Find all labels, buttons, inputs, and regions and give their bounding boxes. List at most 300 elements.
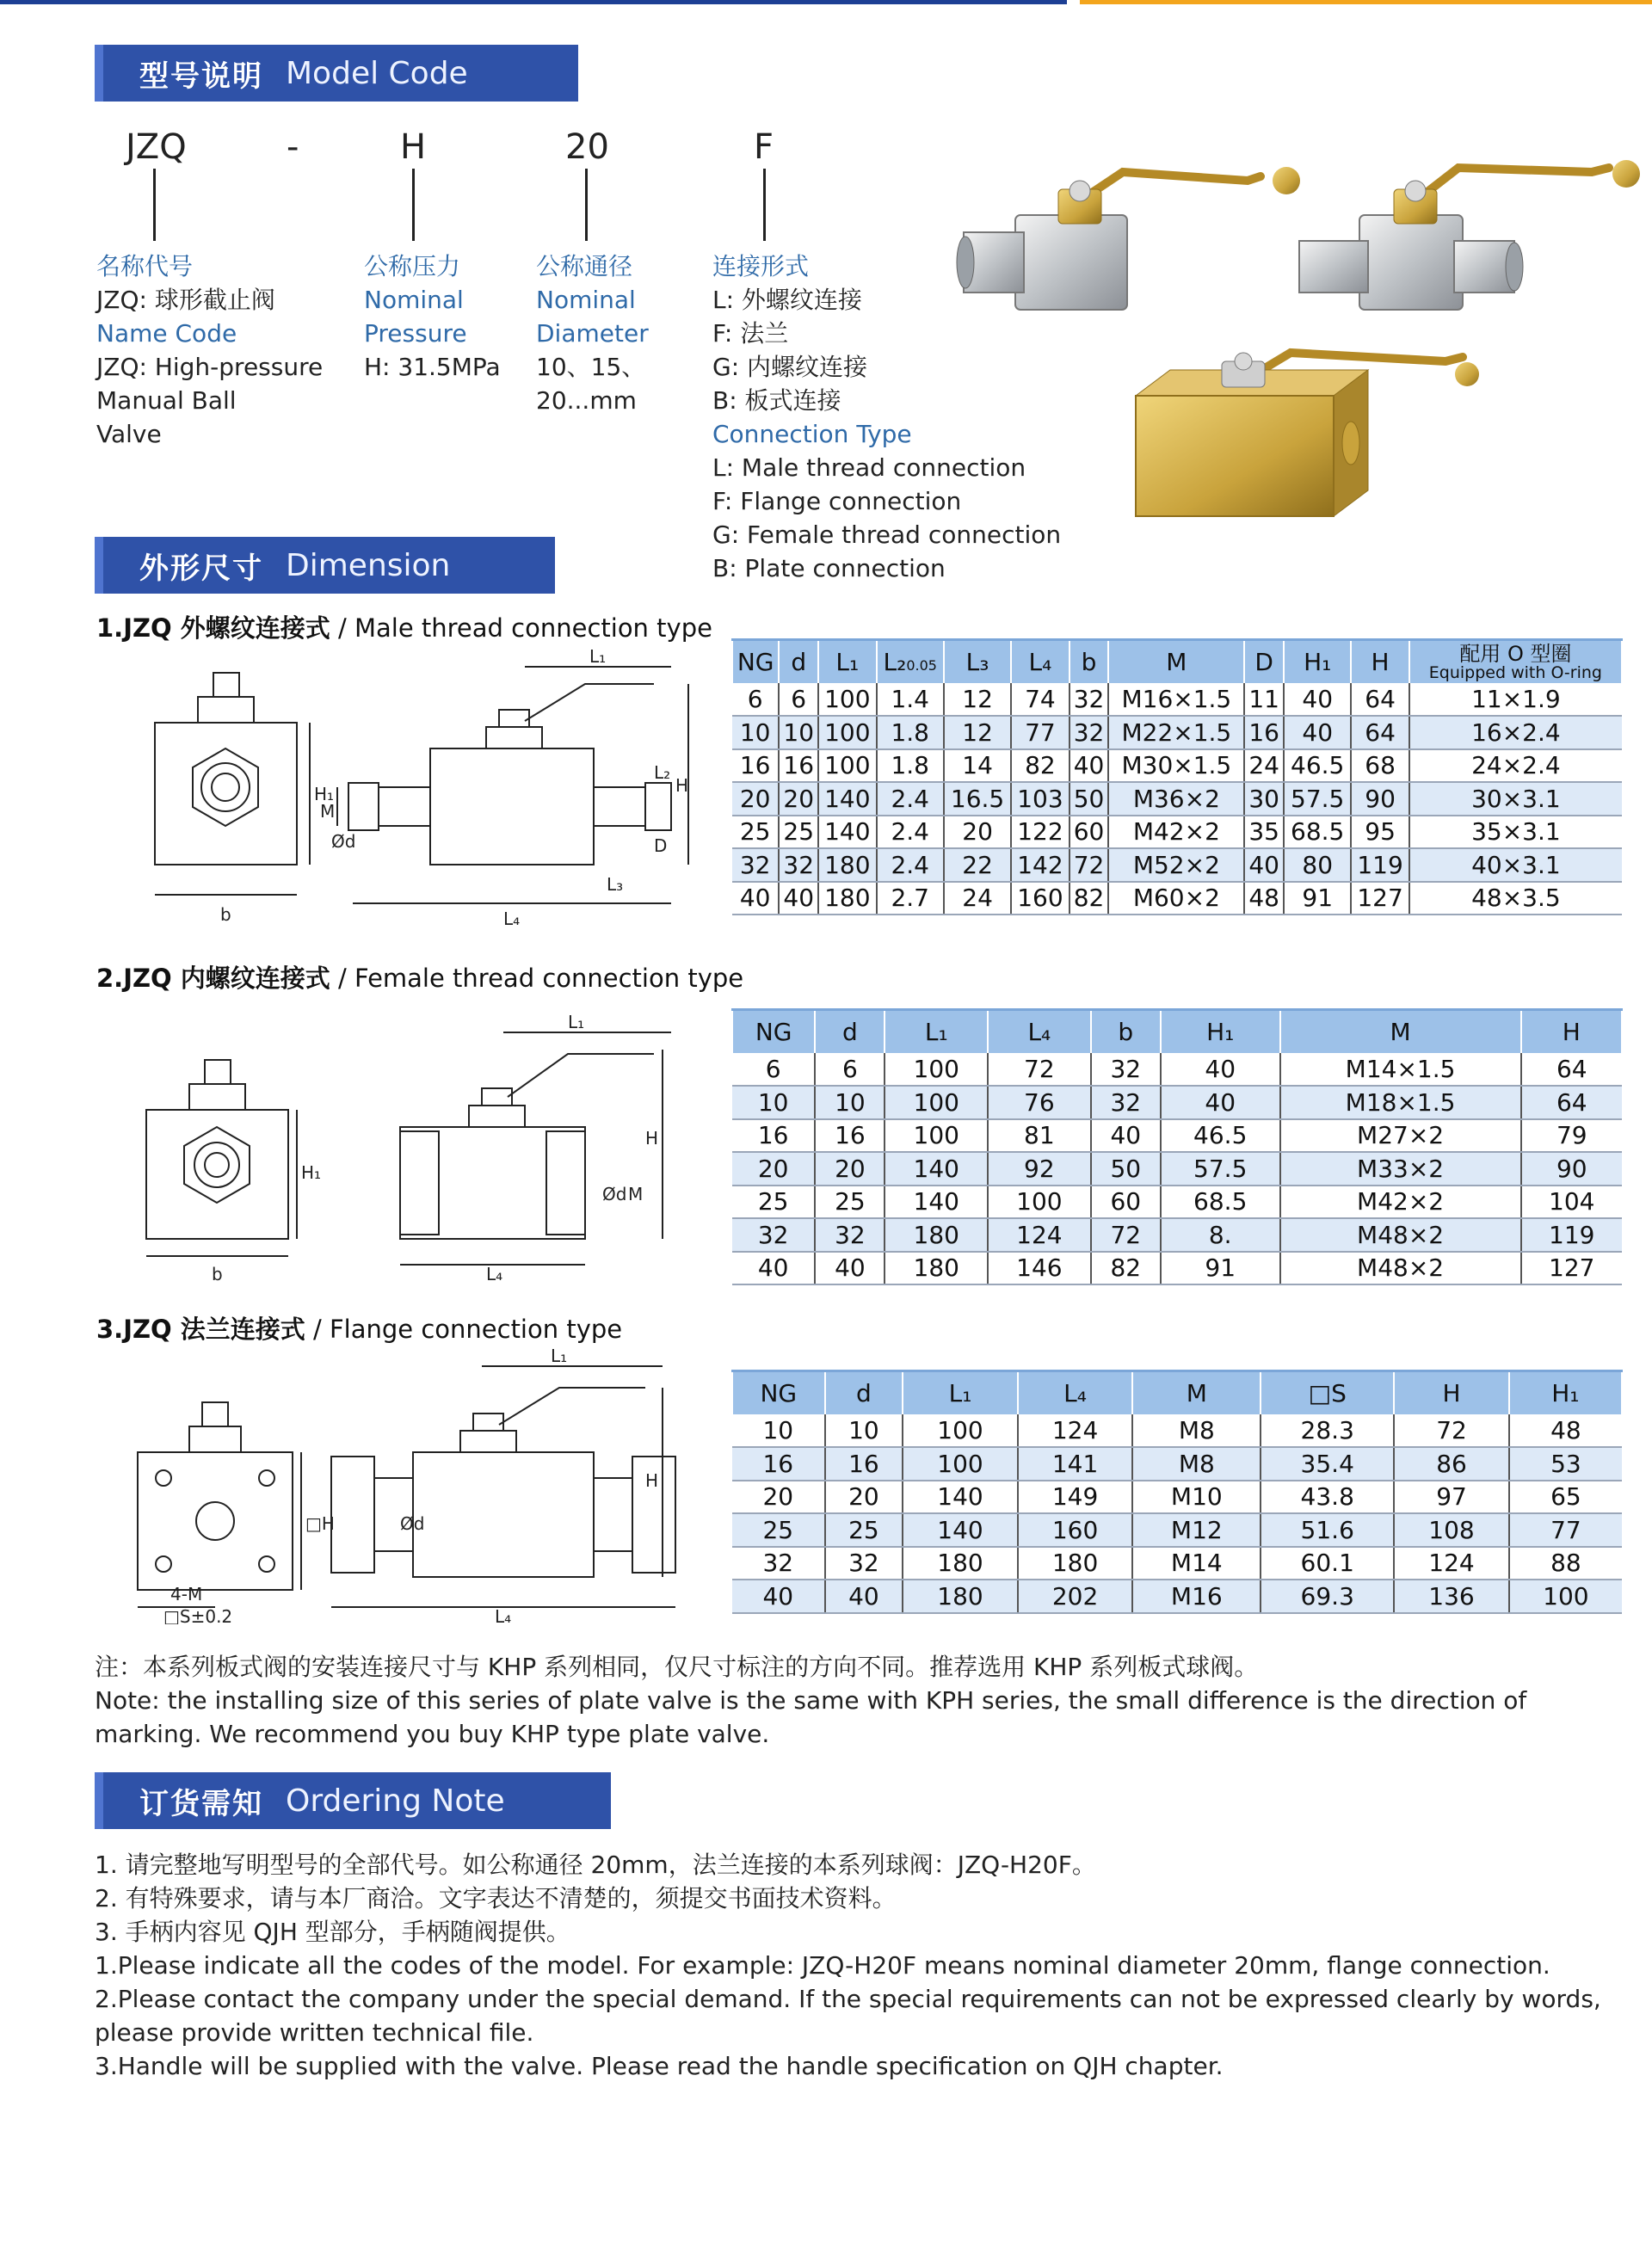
table-cell: 40 [1069,749,1109,783]
dim-label: H₁ [314,784,335,804]
table-cell: 40 [1161,1086,1280,1119]
dim-label: M [320,801,336,822]
table-cell: 40 [1161,1053,1280,1087]
table-cell: 51.6 [1261,1513,1394,1547]
dim-label: L₄ [495,1606,512,1624]
table-cell: 77 [1509,1513,1622,1547]
table-cell: 40 [1091,1119,1161,1153]
table-cell: 24 [944,882,1011,915]
table-cell: 60 [1069,816,1109,849]
dim-label: 4-M [170,1584,203,1605]
dim-label: H [645,1128,659,1149]
table-row [732,749,1622,783]
table-cell: 40 [1284,716,1351,749]
table-cell: 6 [815,1053,885,1087]
table-cell: M33×2 [1280,1152,1521,1186]
table-cell: 20 [732,782,779,816]
table-row [732,1086,1622,1119]
table-cell: 25 [732,816,779,849]
table-cell: 43.8 [1261,1481,1394,1514]
table-cell: 1.8 [877,716,944,749]
table-cell: 32 [779,848,818,882]
table-cell: 82 [1069,882,1109,915]
table-cell: 50 [1069,782,1109,816]
table-cell: 127 [1351,882,1409,915]
table-cell: 100 [818,749,876,783]
table-cell: M10 [1132,1481,1261,1514]
table-cell: 72 [988,1053,1091,1087]
table-header-cell: H₁ [1509,1371,1622,1414]
table-cell: M52×2 [1108,848,1244,882]
table-row [732,882,1622,915]
table-cell: 10 [732,716,779,749]
section-title-cn: 订货需知 [139,1786,263,1821]
table-cell: 25 [732,1513,825,1547]
table-cell: 10 [732,1414,825,1448]
table-cell: 79 [1521,1119,1622,1153]
table-header-cell: L₄ [1011,640,1069,683]
valve-photo-plate [1119,344,1480,533]
dim-label: L₁ [568,1012,585,1032]
table-cell: 64 [1351,716,1409,749]
table-cell: 8. [1161,1218,1280,1252]
table-body [732,1053,1622,1285]
table-header-cell: NG [732,640,779,683]
dim-label: □H [305,1513,335,1534]
table-cell: 202 [1018,1580,1133,1613]
table-cell: 16 [732,1447,825,1481]
table-cell: M14×1.5 [1280,1053,1521,1087]
dim-label: L₄ [503,909,521,929]
table-cell: 11×1.9 [1409,683,1622,717]
table-cell: M18×1.5 [1280,1086,1521,1119]
table-cell: 77 [1011,716,1069,749]
dim-label: Ød [331,831,356,852]
table-header-cell: d [815,1010,885,1053]
code-leader-line [585,169,588,241]
code-leader-line [412,169,415,241]
table-cell: 108 [1394,1513,1509,1547]
table-cell: 140 [885,1152,988,1186]
ordering-item: 1.Please indicate all the codes of the model. For example: JZQ-H20F means nominal diameter 20mm, flange connection. [95,1951,1550,1980]
table-cell: 64 [1521,1086,1622,1119]
table-cell: 46.5 [1161,1119,1280,1153]
table-cell: 32 [732,1547,825,1580]
table-cell: 48 [1244,882,1284,915]
subtitle-en: / Male thread connection type [330,613,712,643]
table-row [732,1186,1622,1219]
table-cell: 64 [1521,1053,1622,1087]
table-header-cell: 配用 O 型圈 Equipped with O-ring [1409,640,1622,683]
dim-label: b [212,1264,223,1282]
table-cell: 16 [732,749,779,783]
table-cell: 88 [1509,1547,1622,1580]
table-cell: 32 [732,848,779,882]
table-row [732,848,1622,882]
table-cell: M8 [1132,1447,1261,1481]
table-cell: M16 [1132,1580,1261,1613]
table-cell: 95 [1351,816,1409,849]
table-header-cell: NG [732,1010,815,1053]
ordering-item: 1. 请完整地写明型号的全部代号。如公称通径 20mm，法兰连接的本系列球阀：JZQ-H20F。 [95,1851,1096,1879]
table-header-cell: □S [1261,1371,1394,1414]
name-code-line: Valve [96,420,162,448]
table-cell: 16 [779,749,818,783]
connection-option: B: Plate connection [712,554,946,582]
dim-label: Ød [400,1513,425,1534]
table-cell: 57.5 [1284,782,1351,816]
table-cell: 20 [944,816,1011,849]
table-row [732,1152,1622,1186]
table-cell: M48×2 [1280,1218,1521,1252]
note-block [95,1650,1622,1751]
table-cell: 64 [1351,683,1409,717]
table-cell: 86 [1394,1447,1509,1481]
table-cell: 103 [1011,782,1069,816]
table-cell: 72 [1091,1218,1161,1252]
table-cell: 72 [1394,1414,1509,1448]
table-cell: 100 [885,1086,988,1119]
connection-title-en: Connection Type [712,420,912,448]
table-body [732,1414,1622,1613]
table-cell: 40 [815,1252,885,1285]
table-cell: 40 [732,1580,825,1613]
dim-label: Ød [602,1184,627,1204]
note-en: Note: the installing size of this series of plate valve is the same with KPH series, the small difference is the direction of marking. We recommend you buy KHP type plate valve. [95,1686,1527,1748]
dim-label: H [645,1470,659,1491]
table-header-cell: L₁ [885,1010,988,1053]
diameter-value: 10、15、 [536,353,646,381]
table-cell: 1.4 [877,683,944,717]
table-header-cell: L₄ [1018,1371,1133,1414]
section-header-model-code [95,45,578,102]
dim-label: H [675,775,689,796]
ordering-item: 3.Handle will be supplied with the valve. Please read the handle specification on QJH chapter. [95,2052,1224,2080]
table-cell: 50 [1091,1152,1161,1186]
connection-option: B: 板式连接 [712,386,841,415]
dim-label: L₄ [486,1264,503,1282]
subtitle-flange [96,1310,622,1346]
table-cell: 82 [1091,1252,1161,1285]
table-cell: 124 [1018,1414,1133,1448]
table-cell: 6 [732,683,779,717]
table-cell: 35×3.1 [1409,816,1622,849]
dim-label: L₁ [551,1349,568,1366]
table-row [732,1481,1622,1514]
section-header-ordering [95,1772,611,1829]
table-cell: 22 [944,848,1011,882]
table-cell: 76 [988,1086,1091,1119]
subtitle-en: / Female thread connection type [330,964,744,993]
pressure-title-en: Pressure [364,319,467,348]
table-header-cell: L₄ [988,1010,1091,1053]
table-cell: 2.7 [877,882,944,915]
table-cell: 25 [815,1186,885,1219]
table-cell: 69.3 [1261,1580,1394,1613]
table-cell: 180 [885,1252,988,1285]
table-cell: 104 [1521,1186,1622,1219]
subtitle-female-thread [96,959,743,995]
dim-label: □S±0.2 [163,1606,233,1624]
table-header-cell: L₁ [818,640,876,683]
table-cell: M36×2 [1108,782,1244,816]
section-title-en: Ordering Note [286,1783,505,1819]
table-cell: 32 [815,1218,885,1252]
table-cell: 60 [1091,1186,1161,1219]
table-cell: M60×2 [1108,882,1244,915]
table-cell: M14 [1132,1547,1261,1580]
table-cell: 30×3.1 [1409,782,1622,816]
table-cell: 10 [825,1414,903,1448]
dim-label: b [220,904,231,925]
table-cell: 100 [903,1414,1018,1448]
table-header-cell: D [1244,640,1284,683]
table-cell: 180 [903,1547,1018,1580]
table-header-cell: d [825,1371,903,1414]
name-code-title-en: Name Code [96,319,237,348]
table-cell: 140 [818,782,876,816]
table-cell: 146 [988,1252,1091,1285]
table-cell: M42×2 [1280,1186,1521,1219]
table-header-cell: L₃ [944,640,1011,683]
table-cell: 32 [732,1218,815,1252]
table-cell: 40 [1284,683,1351,717]
table-body [732,683,1622,915]
table-row [732,1447,1622,1481]
table-cell: 68.5 [1284,816,1351,849]
table-cell: 91 [1284,882,1351,915]
table-cell: 14 [944,749,1011,783]
table-cell: 12 [944,716,1011,749]
table-cell: 100 [885,1053,988,1087]
table-cell: 180 [1018,1547,1133,1580]
table-cell: 140 [885,1186,988,1219]
connection-title-cn: 连接形式 [712,252,810,280]
table-cell: 20 [815,1152,885,1186]
table-cell: 24×2.4 [1409,749,1622,783]
table-cell: 82 [1011,749,1069,783]
table-row [732,1119,1622,1153]
diameter-description [536,249,649,417]
pressure-description [364,249,501,384]
table-cell: 16 [825,1447,903,1481]
table-cell: 40 [779,882,818,915]
table-cell: 10 [815,1086,885,1119]
table-cell: 180 [903,1580,1018,1613]
table-header-cell: b [1091,1010,1161,1053]
table-cell: M30×1.5 [1108,749,1244,783]
ordering-item: 2. 有特殊要求，请与本厂商洽。文字表达不清楚的，须提交书面技术资料。 [95,1884,897,1912]
table-row [732,1513,1622,1547]
table-header-cell: NG [732,1371,825,1414]
table-row [732,816,1622,849]
table-cell: 40 [825,1580,903,1613]
table-cell: 90 [1521,1152,1622,1186]
table-cell: 32 [1069,683,1109,717]
table-row [732,1218,1622,1252]
table-cell: 40 [732,882,779,915]
table-cell: 35.4 [1261,1447,1394,1481]
table-cell: 100 [818,683,876,717]
table-cell: 124 [1394,1547,1509,1580]
table-header-cell: d [779,640,818,683]
drawing-flange [129,1349,697,1624]
table-cell: 122 [1011,816,1069,849]
table-row [732,1053,1622,1087]
table-cell: 25 [825,1513,903,1547]
code-part-diameter: 20 [565,127,609,167]
table-cell: 20 [732,1152,815,1186]
table-cell: 2.4 [877,848,944,882]
code-part-name: JZQ [126,127,187,167]
table-header-cell: L₁ [903,1371,1018,1414]
subtitle-cn: 2.JZQ 内螺纹连接式 [96,964,330,993]
table-cell: 10 [732,1086,815,1119]
name-code-line: Manual Ball [96,386,237,415]
table-female-thread [731,1008,1623,1285]
code-part-connection: F [754,127,774,167]
code-leader-line [763,169,766,241]
table-cell: 119 [1521,1218,1622,1252]
table-cell: 91 [1161,1252,1280,1285]
table-cell: 12 [944,683,1011,717]
table-cell: 100 [988,1186,1091,1219]
table-cell: 2.4 [877,782,944,816]
pressure-value: H: 31.5MPa [364,353,501,381]
table-cell: 100 [1509,1580,1622,1613]
table-cell: 127 [1521,1252,1622,1285]
valve-photo-female-thread [1282,146,1643,327]
table-cell: 40 [1244,848,1284,882]
table-cell: 68.5 [1161,1186,1280,1219]
table-row [732,1547,1622,1580]
table-cell: 32 [1069,716,1109,749]
dim-label: H₁ [301,1162,322,1183]
table-cell: 46.5 [1284,749,1351,783]
table-row [732,1414,1622,1448]
table-cell: 100 [885,1119,988,1153]
table-cell: 60.1 [1261,1547,1394,1580]
pressure-title-en: Nominal [364,286,464,314]
table-cell: 10 [779,716,818,749]
note-cn: 注：本系列板式阀的安装连接尺寸与 KHP 系列相同，仅尺寸标注的方向不同。推荐选用 KHP 系列板式球阀。 [95,1653,1259,1681]
section-title-en: Model Code [286,55,468,91]
table-cell: 74 [1011,683,1069,717]
table-cell: 20 [732,1481,825,1514]
table-cell: 140 [818,816,876,849]
diameter-title-en: Nominal [536,286,636,314]
table-cell: 28.3 [1261,1414,1394,1448]
table-cell: 124 [988,1218,1091,1252]
subtitle-cn: 1.JZQ 外螺纹连接式 [96,613,330,643]
table-cell: 6 [779,683,818,717]
name-code-description [96,249,323,451]
connection-option: F: 法兰 [712,319,789,348]
table-row [732,1252,1622,1285]
code-part-dash: - [287,127,299,167]
dim-label: L₂ [654,762,671,783]
dim-label: L₃ [607,874,624,895]
connection-option: G: 内螺纹连接 [712,353,868,381]
table-cell: 180 [885,1218,988,1252]
code-leader-line [153,169,156,241]
table-row [732,716,1622,749]
table-flange [731,1370,1623,1614]
table-cell: M42×2 [1108,816,1244,849]
table-cell: 140 [903,1481,1018,1514]
table-cell: 160 [1011,882,1069,915]
table-cell: 90 [1351,782,1409,816]
section-title-cn: 型号说明 [139,59,263,94]
ordering-item: 2.Please contact the company under the special demand. If the special requirements can not be expressed clearly by words, please provide written technical file. [95,1985,1601,2047]
table-row [732,782,1622,816]
dim-label: D [654,835,668,856]
name-code-line: JZQ: High-pressure [96,353,324,381]
section-title-cn: 外形尺寸 [139,551,263,586]
table-cell: 160 [1018,1513,1133,1547]
connection-option: G: Female thread connection [712,520,1062,549]
table-cell: 72 [1069,848,1109,882]
table-cell: 180 [818,882,876,915]
table-cell: 30 [1244,782,1284,816]
section-title-en: Dimension [286,547,451,583]
table-cell: 149 [1018,1481,1133,1514]
table-cell: M27×2 [1280,1119,1521,1153]
pressure-title-cn: 公称压力 [364,252,461,280]
table-cell: 142 [1011,848,1069,882]
table-cell: 32 [1091,1053,1161,1087]
table-header-cell: L₂0.05 [877,640,944,683]
table-cell: 11 [1244,683,1284,717]
dim-label: M [628,1184,644,1204]
subtitle-male-thread [96,609,712,644]
table-header-cell: b [1069,640,1109,683]
table-cell: 35 [1244,816,1284,849]
table-cell: 16.5 [944,782,1011,816]
table-cell: 100 [903,1447,1018,1481]
table-cell: 16 [1244,716,1284,749]
name-code-line: JZQ: 球形截止阀 [96,286,275,314]
table-cell: 81 [988,1119,1091,1153]
table-header-cell: H [1521,1010,1622,1053]
subtitle-en: / Flange connection type [305,1315,623,1344]
table-cell: 16×2.4 [1409,716,1622,749]
table-cell: M48×2 [1280,1252,1521,1285]
code-part-pressure: H [400,127,427,167]
table-male-thread [731,638,1623,915]
table-cell: 20 [779,782,818,816]
table-header-cell: M [1132,1371,1261,1414]
table-cell: 1.8 [877,749,944,783]
connection-option: F: Flange connection [712,487,962,515]
connection-option: L: 外螺纹连接 [712,286,862,314]
table-cell: M8 [1132,1414,1261,1448]
table-cell: M12 [1132,1513,1261,1547]
table-cell: 32 [825,1547,903,1580]
table-header-cell: M [1280,1010,1521,1053]
table-row [732,1580,1622,1613]
table-header-cell: H [1351,640,1409,683]
table-cell: 16 [815,1119,885,1153]
valve-photo-male-thread [946,146,1308,327]
table-row [732,683,1622,717]
table-cell: 40×3.1 [1409,848,1622,882]
top-accent-bar-blue [0,0,1067,4]
ordering-item: 3. 手柄内容见 QJH 型部分，手柄随阀提供。 [95,1918,570,1946]
diameter-title-en: Diameter [536,319,649,348]
table-cell: 40 [732,1252,815,1285]
table-cell: 20 [825,1481,903,1514]
